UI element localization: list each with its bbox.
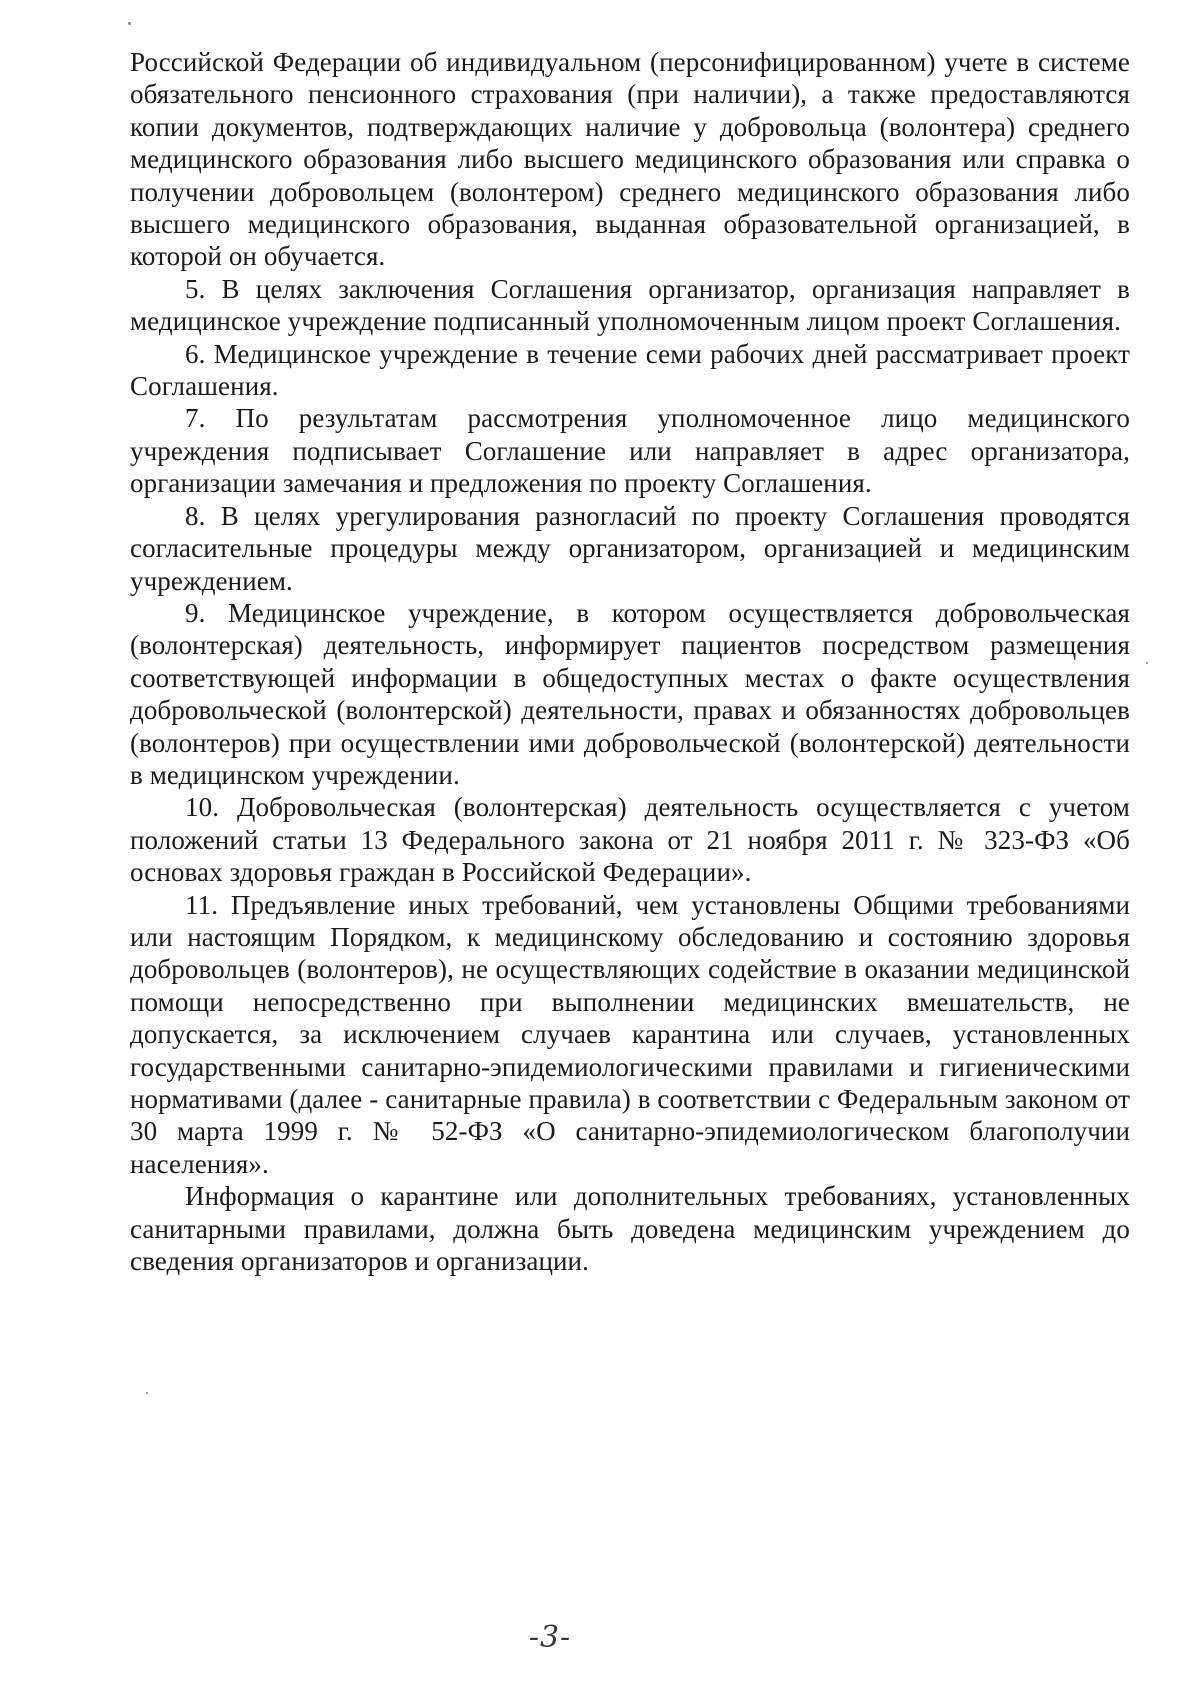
paragraph-item-8: 8. В целях урегулирования разногласий по проекту Соглашения проводятся согласительные процедуры между организатором, организацией и медицинским учреждением. (130, 500, 1130, 596)
paragraph-item-7: 7. По результатам рассмотрения уполномоченное лицо медицинского учреждения подписывает Соглашение или направляет в адрес организатора, организации замечания и предложения по проекту Соглашения. (130, 403, 1130, 499)
paragraph-continuation: Российской Федерации об индивидуальном (персонифицированном) учете в системе обязательного пенсионного страхования (при наличии), а также предоставляются копии документов, подтверждающих наличие у добровольца (волонтера) среднего медицинского образования либо высшего медицинского образования или справка о получении добровольцем (волонтером) среднего медицинского образования либо высшего медицинского образования, выданная образовательной организацией, в которой он обучается. (130, 47, 1130, 272)
page-number: -3- (528, 1620, 572, 1655)
scan-speck (1146, 662, 1148, 664)
document-body (130, 46, 1130, 1277)
scan-speck (128, 22, 131, 25)
paragraph-item-6: 6. Медицинское учреждение в течение семи рабочих дней рассматривает проект Соглашения. (130, 338, 1130, 402)
paragraph-quarantine-info: Информация о карантине или дополнительных требованиях, установленных санитарными правилами, должна быть доведена медицинским учреждением до сведения организаторов и организации. (130, 1181, 1130, 1277)
paragraph-item-11: 11. Предъявление иных требований, чем установлены Общими требованиями или настоящим Порядком, к медицинскому обследованию и состоянию здоровья добровольцев (волонтеров), не осуществляющих содействие в оказании медицинской помощи непосредственно при выполнении медицинских вмешательств, не допускается, за исключением случаев карантина или случаев, установленных государственными санитарно-эпидемиологическими правилами и гигиеническими нормативами (далее - санитарные правила) в соответствии с Федеральным законом от 30 марта 1999 г. № 52-ФЗ «О санитарно-эпидемиологическом благополучии населения». (130, 889, 1130, 1179)
paragraph-item-10: 10. Добровольческая (волонтерская) деятельность осуществляется с учетом положений статьи 13 Федерального закона от 21 ноября 2011 г. № 323-ФЗ «Об основах здоровья граждан в Российской Федерации». (130, 792, 1130, 888)
paragraph-item-5: 5. В целях заключения Соглашения организатор, организация направляет в медицинское учреждение подписанный уполномоченным лицом проект Соглашения. (130, 273, 1130, 337)
scan-speck (146, 1392, 148, 1394)
paragraph-item-9: 9. Медицинское учреждение, в котором осуществляется добровольческая (волонтерская) деятельность, информирует пациентов посредством размещения соответствующей информации в общедоступных местах о факте осуществления добровольческой (волонтерской) деятельности, правах и обязанностях добровольцев (волонтеров) при осуществлении ими добровольческой (волонтерской) деятельности в медицинском учреждении. (130, 597, 1130, 790)
